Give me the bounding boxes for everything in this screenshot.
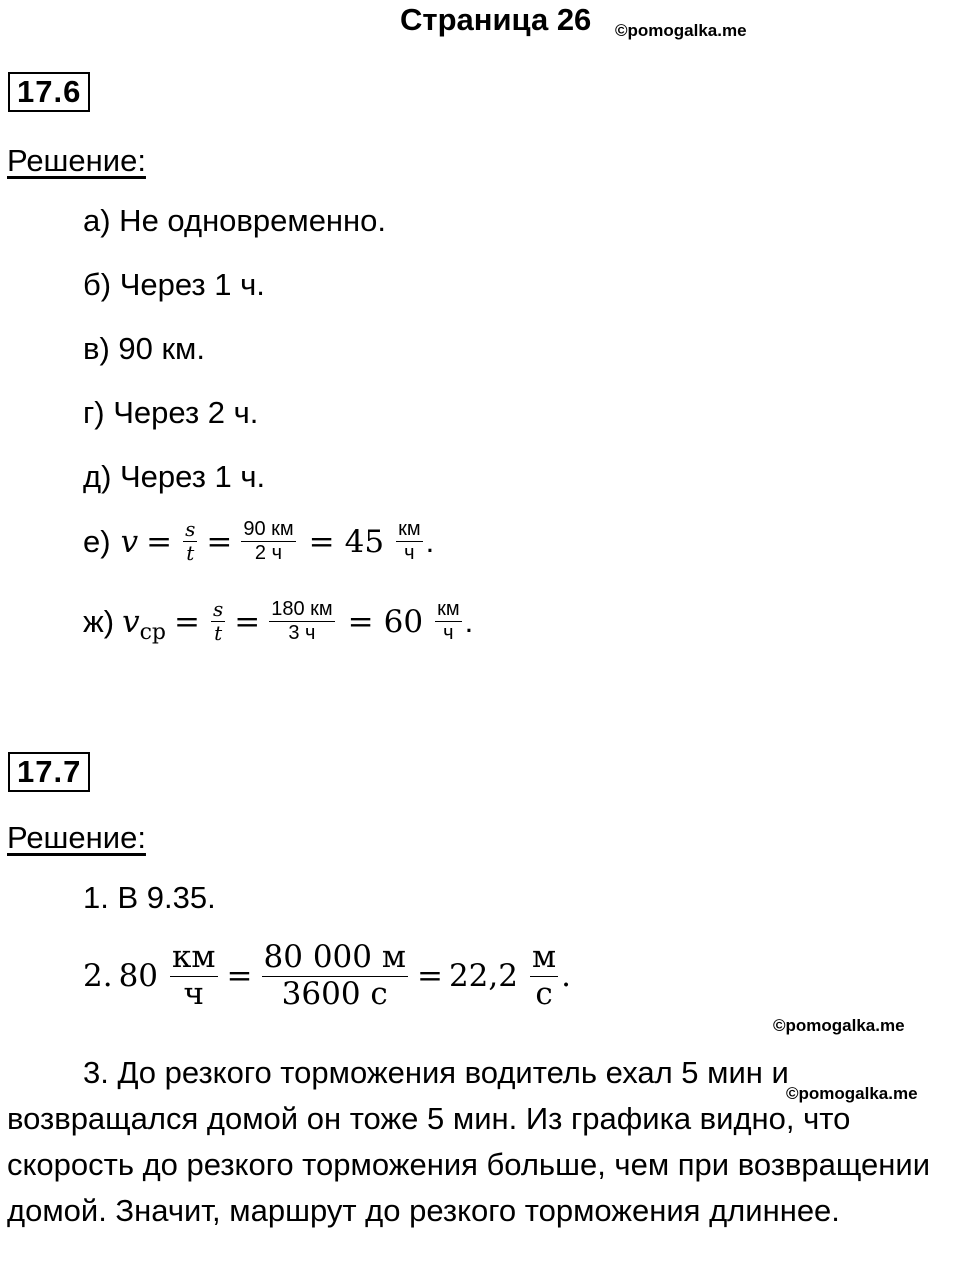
equals-sign: =: [226, 958, 253, 995]
answer-b: б) Через 1 ч.: [83, 267, 265, 302]
result-value: 22,2: [448, 958, 518, 995]
solution-heading-1: Решение:: [7, 143, 146, 178]
answer-zh-label: ж): [83, 603, 115, 639]
answer-g: г) Через 2 ч.: [83, 395, 259, 430]
answer-e-formula: [83, 518, 434, 565]
answer-v: в) 90 км.: [83, 331, 205, 366]
answer-2-formula: [83, 940, 571, 1012]
fraction-numerator: s: [212, 597, 224, 621]
velocity-symbol: v: [122, 603, 140, 640]
velocity-subscript: ср: [139, 620, 166, 645]
equals-sign: =: [308, 523, 335, 560]
unit-fraction-kmh: [170, 940, 218, 1012]
watermark-top: ©pomogalka.me: [615, 21, 747, 40]
fraction-denominator: 2 ч: [254, 542, 283, 564]
fraction-numerator: 90 км: [243, 518, 294, 540]
fraction-denominator: t: [186, 541, 195, 565]
speed-value: 80: [118, 958, 159, 995]
equals-sign: =: [347, 603, 374, 640]
fraction-denominator: 3 ч: [288, 622, 316, 644]
unit-fraction: [396, 518, 423, 565]
equals-sign: =: [416, 958, 443, 995]
equals-sign: =: [173, 603, 200, 640]
answer-zh-formula: [83, 598, 473, 645]
watermark-middle-2: ©pomogalka.me: [786, 1084, 918, 1103]
fraction-s-over-t: [211, 598, 225, 645]
period: .: [425, 523, 435, 559]
unit-numerator: км: [172, 939, 216, 975]
fraction-numerator: 80 000 м: [263, 939, 406, 975]
unit-denominator: ч: [183, 975, 205, 1012]
answer-a: а) Не одновременно.: [83, 203, 387, 238]
unit-fraction-ms: [530, 940, 558, 1012]
solution-heading-2: Решение:: [7, 820, 146, 855]
result-value: 60: [383, 603, 424, 640]
period: .: [464, 603, 474, 639]
fraction-denominator: t: [214, 621, 223, 645]
velocity-symbol: v: [120, 523, 139, 560]
fraction-distance-time: [241, 518, 295, 565]
fraction-s-over-t: [183, 518, 197, 565]
page-title: Страница 26: [400, 2, 592, 37]
answer-1: 1. В 9.35.: [83, 880, 216, 915]
result-value: 45: [344, 523, 385, 560]
unit-denominator: с: [535, 975, 553, 1012]
watermark-middle: ©pomogalka.me: [773, 1016, 905, 1035]
answer-3-paragraph: 3. До резкого торможения водитель ехал 5 мин и возвращался домой он тоже 5 мин. Из графика видно, что скорость до резкого торможения больше, чем при возвращении домой. Значит, маршрут до резкого торможения длиннее.: [7, 1055, 931, 1228]
fraction-numerator: 180 км: [271, 598, 333, 620]
period: .: [561, 958, 571, 995]
unit-denominator: ч: [443, 622, 454, 644]
unit-numerator: км: [437, 598, 460, 620]
unit-denominator: ч: [404, 542, 415, 564]
equals-sign: =: [206, 523, 233, 560]
equals-sign: =: [234, 603, 261, 640]
answer-e-label: е): [83, 523, 111, 559]
fraction-numerator: s: [185, 517, 196, 541]
unit-numerator: км: [398, 518, 421, 540]
equals-sign: =: [146, 523, 173, 560]
task-number-17-7: 17.7: [8, 752, 90, 792]
unit-fraction: [435, 598, 462, 645]
fraction-distance-time: [269, 598, 334, 645]
unit-numerator: м: [531, 939, 557, 975]
fraction-meters-seconds: [262, 940, 408, 1012]
answer-d: д) Через 1 ч.: [83, 459, 266, 494]
fraction-denominator: 3600 с: [281, 975, 388, 1012]
task-number-17-6: 17.6: [8, 72, 90, 112]
answer-2-label: 2.: [83, 958, 113, 995]
